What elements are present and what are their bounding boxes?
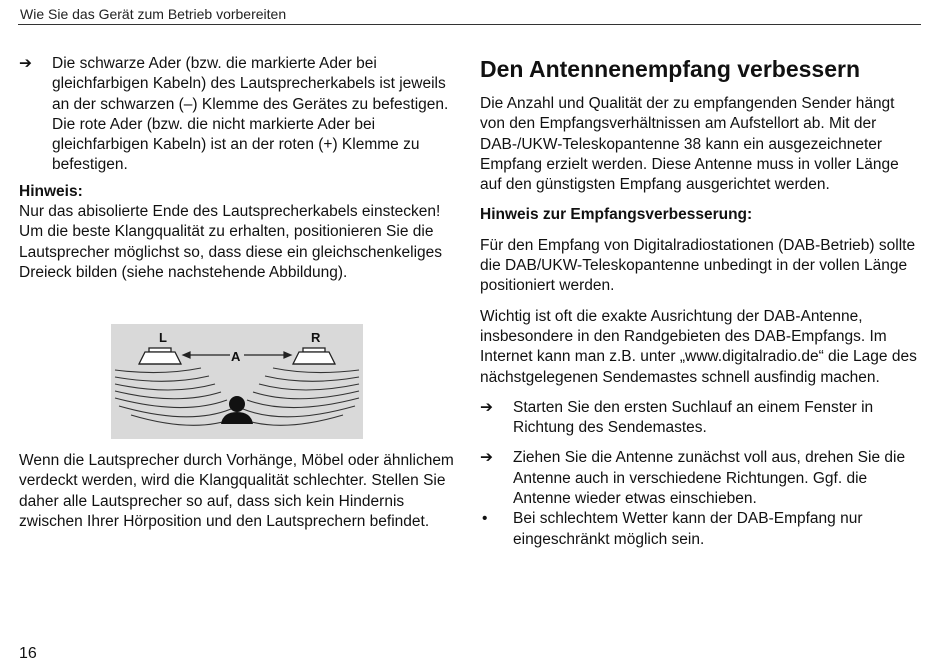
bullet-bad-weather-text: Bei schlechtem Wetter kann der DAB-Empfang nur eingeschränkt möglich sein. bbox=[513, 510, 863, 548]
step-connect-text: Die schwarze Ader (bzw. die markierte Ader bei gleichfarbigen Kabeln) des Lautsprecherkabels ist jeweils an der schwarzen (–) Klemme des Gerätes zu befestigen. Die rote Ader (bzw. die nicht markierte Ader bei gleichfarbigen Kabeln) ist an der roten (+) Klemme zu befestigen. bbox=[52, 55, 449, 174]
arrow-icon: ➔ bbox=[480, 398, 493, 416]
label-distance: A bbox=[231, 349, 241, 364]
speaker-diagram bbox=[111, 324, 363, 439]
left-after-figure bbox=[19, 451, 456, 532]
left-column bbox=[19, 54, 456, 283]
speaker-placement-figure bbox=[111, 324, 363, 439]
label-right: R bbox=[311, 330, 321, 345]
note-title: Hinweis: bbox=[19, 182, 83, 200]
antenna-intro: Die Anzahl und Qualität der zu empfangenden Sender hängt von den Empfangsverhältnissen am Aufstellort ab. Mit der DAB-/UKW-Teleskopantenne 38 kann ein ausgezeichneter Empfang erzielt werden. Diese Antenne muss in voller Länge auf den günstigsten Empfang ausgerichtet werden. bbox=[480, 95, 899, 194]
hint-title: Hinweis zur Empfangsverbesserung: bbox=[480, 206, 753, 224]
bullet-icon: • bbox=[482, 510, 488, 528]
arrow-icon: ➔ bbox=[19, 55, 32, 72]
bullet-bad-weather bbox=[480, 509, 920, 550]
label-left: L bbox=[159, 330, 167, 345]
note-text-1: Nur das abisolierte Ende des Lautsprecherkabels einstecken! bbox=[19, 203, 441, 221]
step-first-scan bbox=[480, 398, 920, 439]
right-column bbox=[480, 54, 920, 550]
left-speaker-icon bbox=[139, 348, 181, 364]
step-extend-antenna-text: Ziehen Sie die Antenne zunächst voll aus, drehen Sie die Antenne auch in verschiedene Richtungen. Ggf. die Antenne wieder etwas einschieben. bbox=[513, 449, 906, 508]
section-heading: Den Antennenempfang verbessern bbox=[480, 56, 861, 82]
right-speaker-icon bbox=[293, 348, 335, 364]
note-text-2: Um die beste Klangqualität zu erhalten, positionieren Sie die Lautsprecher möglichst so, dass diese ein gleichschenkeliges Dreieck bilden (siehe nachstehende Abbildung). bbox=[19, 223, 443, 281]
running-header: Wie Sie das Gerät zum Betrieb vorbereiten bbox=[20, 6, 287, 22]
step-extend-antenna bbox=[480, 448, 920, 509]
step-connect-wires bbox=[19, 54, 456, 176]
page-number: 16 bbox=[19, 645, 37, 662]
sound-waves-right bbox=[239, 368, 359, 425]
placement-advice: Wenn die Lautsprecher durch Vorhänge, Möbel oder ähnlichem verdeckt werden, wird die Klangqualität schlechter. Stellen Sie daher alle Lautsprecher so auf, dass sich kein Hindernis zwischen Ihrer Hörposition und den Lautsprechern befindet. bbox=[19, 452, 454, 530]
arrow-icon: ➔ bbox=[480, 449, 493, 467]
header-rule bbox=[18, 24, 921, 25]
hint-text: Für den Empfang von Digitalradiostationen (DAB-Betrieb) sollte die DAB/UKW-Teleskopantenne unbedingt in der vollen Länge positioniert werden. bbox=[480, 236, 916, 295]
step-first-scan-text: Starten Sie den ersten Suchlauf an einem Fenster in Richtung des Sendemastes. bbox=[513, 398, 874, 437]
sound-waves-left bbox=[115, 368, 235, 425]
alignment-text: Wichtig ist oft die exakte Ausrichtung der DAB-Antenne, insbesondere in den Randgebieten des DAB-Empfangs. Im Internet kann man z.B. unter „www.digitalradio.de“ die Lage des nächstgelegenen Sendemastes schnell ausfindig machen. bbox=[480, 307, 917, 386]
